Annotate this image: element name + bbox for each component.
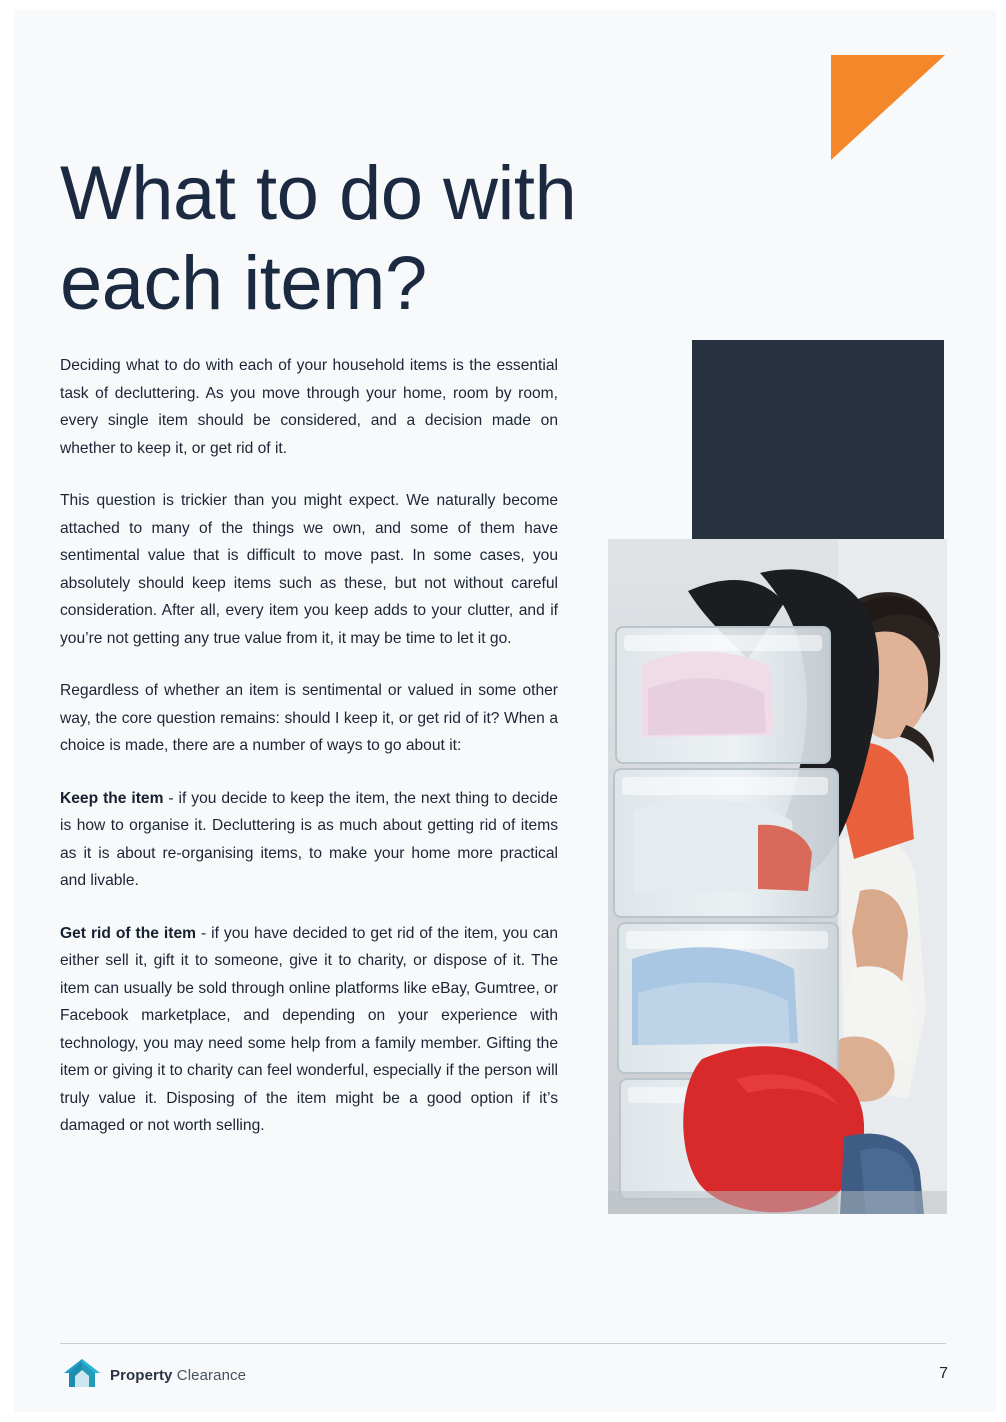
page-margin-bottom [0, 1412, 1006, 1422]
paragraph-get-rid-of-the-item: Get rid of the item - if you have decided to get rid of the item, you can either sell it, gift it to someone, give it to charity, or dispose of it. The item can usually be sold through online platforms like eBay, Gumtree, or Facebook marketplace, and depending on your experience with technology, you may need some help from a family member. Gifting the item or giving it to charity can feel wonderful, especially if the person will truly value it. Disposing of the item might be a good option if it’s damaged or not worth selling. [60, 924, 558, 1134]
paragraph-keep-the-item: Keep the item - if you decide to keep the item, the next thing to decide is how to organise it. Decluttering is as much about getting rid of items as it is about re-organising items, to make your home more practical and livable. [60, 789, 558, 889]
paragraph-1: Deciding what to do with each of your household items is the essential task of decluttering. As you move through your home, room by room, every single item should be considered, and a decision made on whether to keep it, or get rid of it. [60, 357, 558, 457]
keep-the-item-lead: Keep the item [60, 789, 164, 807]
page-margin-top [0, 0, 1006, 10]
paragraph-3: Regardless of whether an item is sentimental or valued in some other way, the core question remains: should I keep it, or get rid of it? When a choice is made, there are a number of ways to go about it: [60, 682, 558, 754]
page-margin-left [0, 0, 14, 1422]
brand-logo [62, 1356, 246, 1395]
page-title: What to do with each item? [60, 150, 577, 326]
page-number: 7 [939, 1365, 948, 1382]
page-margin-right [996, 0, 1006, 1422]
brand-name-primary: Property [110, 1367, 173, 1384]
body-text-column [60, 352, 558, 1140]
get-rid-of-the-item-lead: Get rid of the item [60, 924, 196, 942]
brand-logo-text [110, 1367, 246, 1384]
paragraph-2: This question is trickier than you might expect. We naturally become attached to many of the things we own, and some of them have sentimental value that is difficult to move past. In some cases, you absolutely should keep items such as these, but not without careful consideration. After all, every item you keep adds to your clutter, and if you’re not getting any true value from it, it may be time to let it go. [60, 492, 558, 647]
brand-name-secondary: Clearance [176, 1367, 247, 1384]
footer-divider [60, 1343, 946, 1344]
illustration-photo [608, 539, 947, 1214]
orange-triangle-decoration [831, 55, 945, 160]
house-logo-icon [62, 1356, 102, 1395]
